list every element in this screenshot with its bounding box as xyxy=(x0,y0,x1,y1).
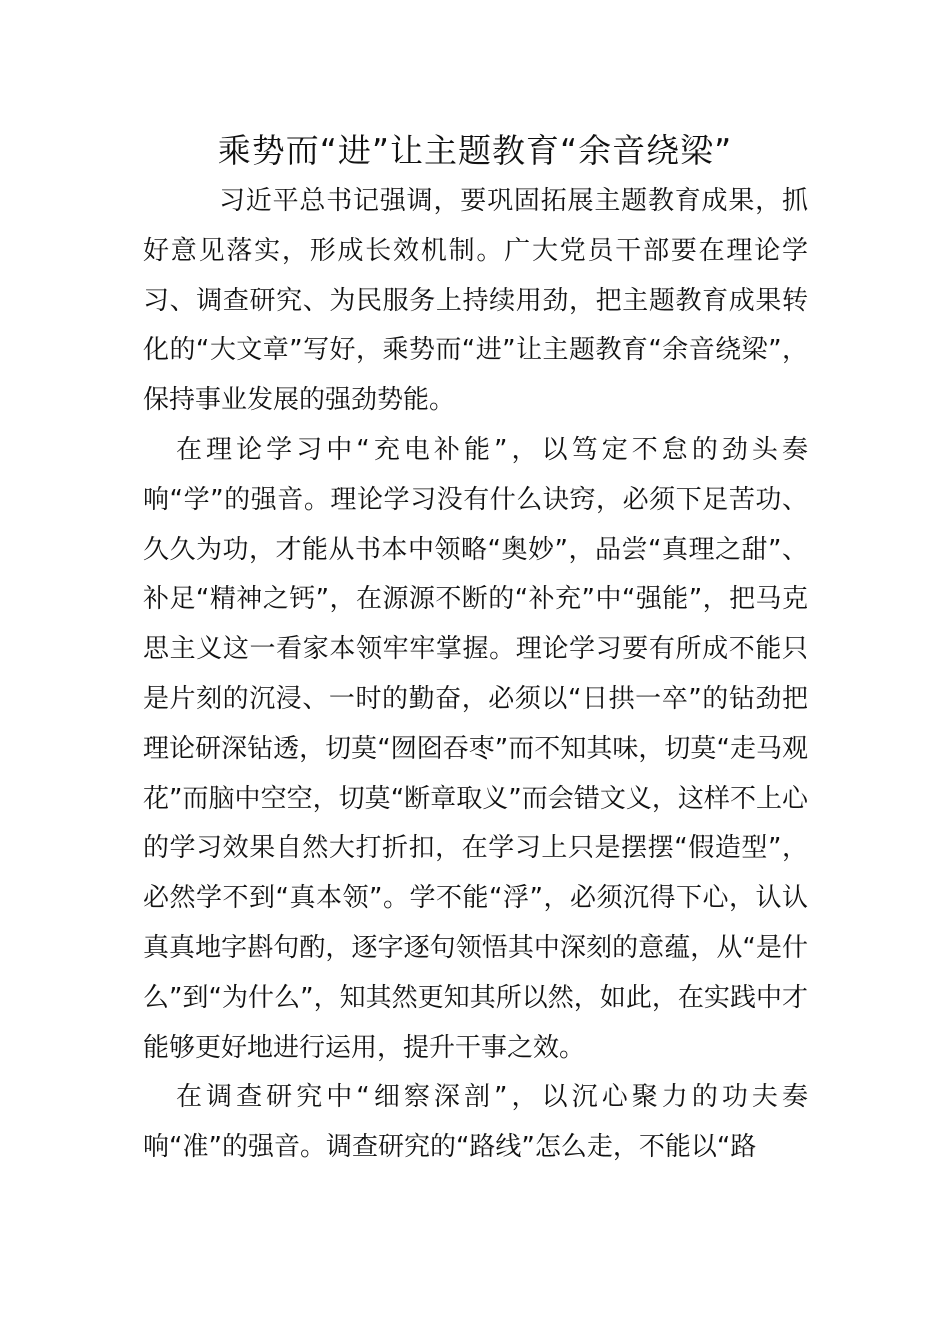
document-title: 乘势而“进”让主题教育“余音绕梁” xyxy=(217,131,733,170)
paragraph-investigation: 在调查研究中“细察深剖”，以沉心聚力的功夫奏响“准”的强音。调查研究的“路线”怎么走，不能以“路 xyxy=(143,1082,808,1163)
paragraph-theory-study: 在理论学习中“充电补能”，以笃定不怠的劲头奏响“学”的强音。理论学习没有什么诀窍，必须下足苦功、久久为功，才能从书本中领略“奥妙”，品尝“真理之甜”、补足“精神之钙”，在源源不断的“补充”中“强能”，把马克思主义这一看家本领牢牢掌握。理论学习要有所成不能只是片刻的沉浸、一时的勤奋，必须以“日拱一卒”的钻劲把理论研深钻透，切莫“囫囵吞枣”而不知其味，切莫“走马观花”而脑中空空，切莫“断章取义”而会错文义，这样不上心的学习效果自然大打折扣，在学习上只是摆摆“假造型”，必然学不到“真本领”。学不能“浮”，必须沉得下心，认认真真地字斟句酌，逐字逐句领悟其中深刻的意蕴，从“是什么”到“为什么”，知其然更知其所以然，如此，在实践中才能够更好地进行运用，提升干事之效。 xyxy=(143,434,808,1063)
paragraph-intro: 习近平总书记强调，要巩固拓展主题教育成果，抓好意见落实，形成长效机制。广大党员干部要在理论学习、调查研究、为民服务上持续用劲，把主题教育成果转化的“大文章”写好，乘势而“进”让主题教育“余音绕梁”，保持事业发展的强劲势能。 xyxy=(143,186,808,416)
document-body xyxy=(143,177,808,1173)
